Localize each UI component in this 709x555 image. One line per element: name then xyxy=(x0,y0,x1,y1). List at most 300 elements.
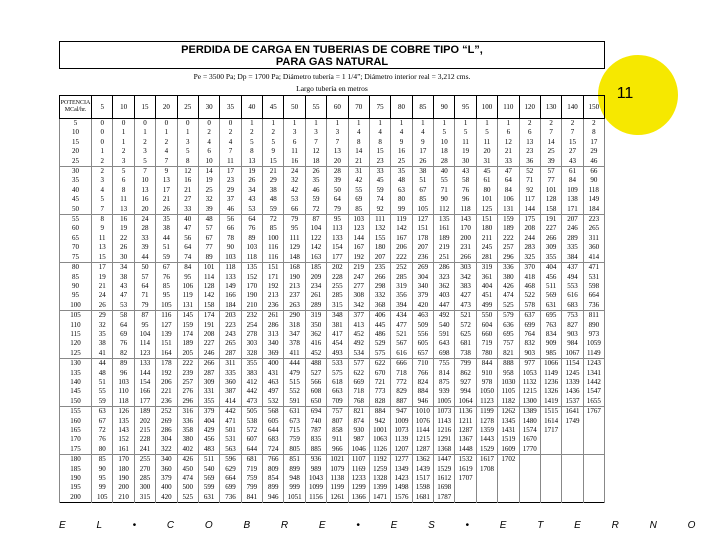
loss-cell: 456 xyxy=(198,435,219,444)
loss-cell: 1199 xyxy=(327,483,348,492)
loss-cell: 1 xyxy=(476,119,497,129)
loss-cell: 43 xyxy=(241,195,262,204)
loss-cell: 1215 xyxy=(412,435,433,444)
power-cell: 50 xyxy=(60,205,92,215)
loss-cell: 39 xyxy=(134,243,155,252)
loss-cell xyxy=(562,426,583,435)
loss-cell: 2 xyxy=(263,128,284,137)
loss-cell: 42 xyxy=(348,176,369,185)
loss-cell: 35 xyxy=(156,215,177,225)
table-row xyxy=(60,273,605,282)
loss-cell: 383 xyxy=(241,369,262,378)
table-row xyxy=(60,321,605,330)
loss-cell: 434 xyxy=(391,311,412,321)
loss-cell: 265 xyxy=(583,224,604,233)
loss-cell xyxy=(519,465,540,474)
loss-cell: 84 xyxy=(177,263,198,273)
loss-cell: 177 xyxy=(327,253,348,263)
loss-cell: 61 xyxy=(562,167,583,177)
loss-cell: 1368 xyxy=(434,445,455,455)
loss-cell: 420 xyxy=(156,493,177,503)
loss-cell: 90 xyxy=(92,465,113,474)
loss-cell: 114 xyxy=(198,273,219,282)
loss-cell: 1339 xyxy=(562,378,583,387)
loss-cell: 336 xyxy=(498,263,519,273)
loss-cell: 9 xyxy=(412,138,433,147)
loss-cell: 20 xyxy=(327,157,348,167)
loss-cell: 566 xyxy=(305,378,326,387)
loss-cell: 579 xyxy=(498,311,519,321)
loss-cell: 824 xyxy=(412,378,433,387)
loss-cell: 474 xyxy=(498,291,519,300)
loss-cell: 110 xyxy=(113,387,134,396)
length-col-header: 130 xyxy=(540,96,561,119)
table-row xyxy=(60,253,605,263)
loss-cell: 28 xyxy=(434,157,455,167)
loss-cell: 1326 xyxy=(540,387,561,396)
loss-cell: 13 xyxy=(241,157,262,167)
loss-cell: 1448 xyxy=(455,445,476,455)
loss-cell: 7 xyxy=(220,147,241,156)
loss-cell: 325 xyxy=(519,253,540,263)
loss-cell: 4 xyxy=(391,128,412,137)
loss-cell: 531 xyxy=(583,273,604,282)
loss-cell: 104 xyxy=(134,330,155,339)
loss-cell: 884 xyxy=(412,387,433,396)
loss-cell: 1053 xyxy=(519,369,540,378)
loss-cell: 200 xyxy=(455,234,476,243)
loss-cell: 1619 xyxy=(455,465,476,474)
loss-cell: 1681 xyxy=(412,493,433,503)
loss-cell: 360 xyxy=(583,243,604,252)
loss-cell: 3 xyxy=(177,138,198,147)
loss-cell: 7 xyxy=(305,138,326,147)
length-col-header: 15 xyxy=(134,96,155,119)
loss-cell: 5 xyxy=(476,128,497,137)
loss-cell: 1443 xyxy=(476,435,497,444)
loss-cell: 59 xyxy=(305,195,326,204)
loss-cell: 74 xyxy=(177,253,198,263)
loss-cell: 1698 xyxy=(434,483,455,492)
loss-cell: 180 xyxy=(476,224,497,233)
loss-cell: 105 xyxy=(92,493,113,503)
power-cell: 20 xyxy=(60,147,92,156)
loss-cell: 89 xyxy=(113,359,134,369)
loss-cell: 766 xyxy=(412,369,433,378)
loss-cell: 835 xyxy=(305,435,326,444)
loss-cell: 76 xyxy=(156,273,177,282)
loss-cell: 261 xyxy=(263,311,284,321)
loss-cell: 360 xyxy=(156,465,177,474)
loss-cell: 1287 xyxy=(455,426,476,435)
loss-cell: 19 xyxy=(92,273,113,282)
loss-cell: 135 xyxy=(113,417,134,426)
loss-cell: 1021 xyxy=(327,455,348,465)
loss-cell: 1046 xyxy=(348,445,369,455)
loss-cell: 9 xyxy=(156,167,177,177)
loss-cell: 164 xyxy=(156,349,177,359)
loss-cell: 575 xyxy=(369,349,390,359)
loss-cell: 1216 xyxy=(434,426,455,435)
loss-cell: 10 xyxy=(434,138,455,147)
loss-cell: 257 xyxy=(498,243,519,252)
loss-cell: 145 xyxy=(177,311,198,321)
loss-cell: 553 xyxy=(562,282,583,291)
loss-cell: 1199 xyxy=(476,407,497,417)
loss-cell: 231 xyxy=(455,243,476,252)
loss-cell: 631 xyxy=(284,407,305,417)
loss-cell: 1 xyxy=(156,128,177,137)
loss-cell: 444 xyxy=(284,359,305,369)
loss-cell: 1366 xyxy=(348,493,369,503)
length-col-header: 60 xyxy=(327,96,348,119)
loss-cell: 1770 xyxy=(519,445,540,455)
loss-cell: 1655 xyxy=(583,397,604,407)
loss-cell: 190 xyxy=(241,291,262,300)
loss-cell: 534 xyxy=(348,349,369,359)
loss-cell xyxy=(540,465,561,474)
loss-cell: 814 xyxy=(434,369,455,378)
loss-cell: 200 xyxy=(113,483,134,492)
power-cell: 45 xyxy=(60,195,92,204)
loss-cell: 266 xyxy=(455,253,476,263)
loss-cell: 572 xyxy=(241,426,262,435)
loss-cell xyxy=(562,465,583,474)
loss-cell: 53 xyxy=(284,195,305,204)
loss-cell xyxy=(476,493,497,503)
loss-cell: 989 xyxy=(305,465,326,474)
loss-cell: 12 xyxy=(305,147,326,156)
loss-cell: 38 xyxy=(412,167,433,177)
loss-cell: 1 xyxy=(92,147,113,156)
loss-cell: 14 xyxy=(348,147,369,156)
loss-cell: 14 xyxy=(198,167,219,177)
loss-cell: 25 xyxy=(540,147,561,156)
loss-cell: 45 xyxy=(476,167,497,177)
loss-cell: 529 xyxy=(369,339,390,348)
loss-cell: 285 xyxy=(327,291,348,300)
loss-cell: 563 xyxy=(220,445,241,455)
loss-cell: 694 xyxy=(305,407,326,417)
loss-cell: 522 xyxy=(519,291,540,300)
loss-cell: 427 xyxy=(455,291,476,300)
loss-cell: 1236 xyxy=(540,378,561,387)
chapter-tab xyxy=(598,55,678,135)
loss-cell: 540 xyxy=(198,465,219,474)
loss-cell xyxy=(562,455,583,465)
loss-cell: 47 xyxy=(498,167,519,177)
loss-cell: 2 xyxy=(519,119,540,129)
loss-cell: 106 xyxy=(177,282,198,291)
loss-cell: 106 xyxy=(498,195,519,204)
loss-cell: 67 xyxy=(198,234,219,243)
loss-cell xyxy=(540,483,561,492)
loss-cell: 2 xyxy=(220,128,241,137)
length-header: Largo tubería en metros xyxy=(296,84,368,93)
loss-cell: 24 xyxy=(284,167,305,177)
loss-cell: 5 xyxy=(177,147,198,156)
length-col-header: 95 xyxy=(455,96,476,119)
table-row xyxy=(60,167,605,177)
loss-cell: 1436 xyxy=(562,387,583,396)
power-cell: 125 xyxy=(60,349,92,359)
loss-cell: 1064 xyxy=(455,397,476,407)
loss-cell: 10 xyxy=(134,176,155,185)
table-row xyxy=(60,224,605,233)
loss-cell: 125 xyxy=(476,205,497,215)
loss-cell: 5 xyxy=(434,128,455,137)
loss-cell: 46 xyxy=(305,186,326,195)
loss-cell: 552 xyxy=(284,387,305,396)
loss-cell: 332 xyxy=(369,291,390,300)
loss-cell: 1641 xyxy=(562,407,583,417)
loss-cell: 26 xyxy=(412,157,433,167)
loss-cell: 1215 xyxy=(519,387,540,396)
loss-cell: 43 xyxy=(113,282,134,291)
loss-cell: 1105 xyxy=(498,387,519,396)
loss-cell: 841 xyxy=(241,493,262,503)
loss-cell: 4 xyxy=(92,186,113,195)
loss-cell: 380 xyxy=(498,273,519,282)
loss-cell: 67 xyxy=(156,263,177,273)
loss-cell: 1059 xyxy=(583,339,604,348)
loss-cell: 72 xyxy=(305,205,326,215)
loss-cell: 862 xyxy=(455,369,476,378)
loss-cell: 1 xyxy=(134,128,155,137)
table-subtitle: Pe = 3500 Pa; Dp = 1700 Pa; Diámetro tubería = 1 1/4”; Diámetro interior real = 3,212 cms. xyxy=(193,72,471,81)
loss-cell: 6 xyxy=(498,128,519,137)
loss-cell: 171 xyxy=(263,273,284,282)
loss-cell: 8 xyxy=(583,128,604,137)
loss-cell: 1547 xyxy=(583,387,604,396)
loss-cell: 471 xyxy=(220,417,241,426)
loss-cell: 2 xyxy=(241,128,262,137)
loss-cell: 174 xyxy=(177,330,198,339)
loss-cell: 452 xyxy=(305,349,326,359)
loss-cell: 111 xyxy=(284,234,305,243)
loss-cell: 71 xyxy=(519,176,540,185)
loss-cell: 161 xyxy=(113,445,134,455)
loss-cell: 112 xyxy=(434,205,455,215)
loss-cell: 1447 xyxy=(434,455,455,465)
loss-cell: 286 xyxy=(434,263,455,273)
loss-cell: 40 xyxy=(434,167,455,177)
loss-cell: 53 xyxy=(241,205,262,215)
loss-cell: 133 xyxy=(134,359,155,369)
table-row xyxy=(60,359,605,369)
loss-cell: 664 xyxy=(583,291,604,300)
length-col-header: 70 xyxy=(348,96,369,119)
loss-cell: 15 xyxy=(562,138,583,147)
loss-cell: 245 xyxy=(476,243,497,252)
loss-cell: 930 xyxy=(348,426,369,435)
loss-cell: 175 xyxy=(519,215,540,225)
loss-cell: 5 xyxy=(113,167,134,177)
loss-cell: 350 xyxy=(305,321,326,330)
loss-cell: 222 xyxy=(177,359,198,369)
loss-cell: 135 xyxy=(434,215,455,225)
loss-cell: 492 xyxy=(434,311,455,321)
loss-cell: 236 xyxy=(412,253,433,263)
loss-cell: 95 xyxy=(134,321,155,330)
loss-cell: 189 xyxy=(434,234,455,243)
loss-cell: 19 xyxy=(455,147,476,156)
loss-cell: 494 xyxy=(562,273,583,282)
loss-cell: 8 xyxy=(177,157,198,167)
loss-cell: 695 xyxy=(498,330,519,339)
loss-cell: 488 xyxy=(305,359,326,369)
loss-cell: 21 xyxy=(92,282,113,291)
loss-cell: 1 xyxy=(284,119,305,129)
loss-cell: 251 xyxy=(434,253,455,263)
loss-cell: 683 xyxy=(263,435,284,444)
loss-cell: 37 xyxy=(220,195,241,204)
loss-cell: 719 xyxy=(241,465,262,474)
loss-cell: 416 xyxy=(305,339,326,348)
loss-cell: 1136 xyxy=(455,407,476,417)
loss-cell: 23 xyxy=(519,147,540,156)
loss-cell: 304 xyxy=(156,435,177,444)
loss-cell: 59 xyxy=(92,397,113,407)
loss-cell: 27 xyxy=(562,147,583,156)
loss-cell: 383 xyxy=(455,282,476,291)
loss-cell: 89 xyxy=(198,253,219,263)
loss-cell: 629 xyxy=(220,465,241,474)
loss-cell: 369 xyxy=(263,349,284,359)
loss-cell: 26 xyxy=(92,301,113,311)
loss-cell: 0 xyxy=(198,119,219,129)
loss-cell: 757 xyxy=(498,339,519,348)
loss-cell: 252 xyxy=(391,263,412,273)
length-col-header: 140 xyxy=(562,96,583,119)
loss-cell: 189 xyxy=(134,407,155,417)
loss-cell: 92 xyxy=(519,186,540,195)
loss-cell: 1362 xyxy=(412,455,433,465)
loss-cell: 123 xyxy=(348,224,369,233)
loss-cell: 20 xyxy=(134,205,155,215)
loss-cell: 1299 xyxy=(348,483,369,492)
loss-cell: 95 xyxy=(327,215,348,225)
loss-cell: 17 xyxy=(220,167,241,177)
loss-cell: 342 xyxy=(348,301,369,311)
loss-cell: 939 xyxy=(434,387,455,396)
loss-cell: 1 xyxy=(369,119,390,129)
loss-cell: 58 xyxy=(113,311,134,321)
loss-cell: 283 xyxy=(519,243,540,252)
loss-cell: 3 xyxy=(113,157,134,167)
loss-cell: 11 xyxy=(220,157,241,167)
loss-cell: 76 xyxy=(455,186,476,195)
loss-cell xyxy=(519,474,540,483)
loss-cell: 43 xyxy=(562,157,583,167)
loss-cell: 2 xyxy=(198,128,219,137)
loss-cell: 24 xyxy=(92,291,113,300)
loss-cell: 454 xyxy=(327,339,348,348)
loss-cell: 236 xyxy=(156,397,177,407)
loss-cell: 1 xyxy=(113,128,134,137)
loss-cell: 1 xyxy=(348,119,369,129)
power-cell: 165 xyxy=(60,426,92,435)
power-cell: 200 xyxy=(60,493,92,503)
table-row xyxy=(60,445,605,455)
loss-cell: 780 xyxy=(476,349,497,359)
loss-cell xyxy=(519,455,540,465)
loss-cell: 210 xyxy=(241,301,262,311)
loss-cell: 556 xyxy=(412,330,433,339)
loss-cell: 1767 xyxy=(583,407,604,417)
loss-cell: 1291 xyxy=(434,435,455,444)
loss-cell: 973 xyxy=(583,330,604,339)
loss-cell xyxy=(583,445,604,455)
loss-cell: 1359 xyxy=(476,426,497,435)
loss-cell: 151 xyxy=(412,224,433,233)
loss-cell: 85 xyxy=(263,224,284,233)
loss-cell: 222 xyxy=(391,253,412,263)
loss-cell: 899 xyxy=(263,483,284,492)
loss-cell: 1574 xyxy=(519,426,540,435)
loss-cell: 340 xyxy=(263,339,284,348)
loss-cell: 33 xyxy=(177,205,198,215)
loss-cell: 34 xyxy=(113,263,134,273)
loss-cell: 699 xyxy=(220,483,241,492)
loss-cell: 1192 xyxy=(369,455,390,465)
power-cell: 145 xyxy=(60,387,92,396)
loss-cell: 984 xyxy=(562,339,583,348)
loss-cell: 631 xyxy=(198,493,219,503)
loss-cell: 309 xyxy=(540,243,561,252)
loss-cell: 222 xyxy=(498,234,519,243)
length-col-header: 45 xyxy=(263,96,284,119)
loss-cell: 26 xyxy=(305,167,326,177)
loss-cell: 103 xyxy=(348,215,369,225)
loss-cell: 25 xyxy=(391,157,412,167)
loss-cell: 192 xyxy=(263,282,284,291)
loss-cell: 289 xyxy=(305,301,326,311)
loss-cell: 2 xyxy=(156,138,177,147)
loss-cell: 7 xyxy=(134,167,155,177)
loss-cell: 759 xyxy=(241,474,262,483)
loss-cell: 413 xyxy=(348,321,369,330)
loss-cell: 15 xyxy=(263,157,284,167)
loss-cell: 85 xyxy=(156,282,177,291)
loss-cell: 660 xyxy=(476,330,497,339)
loss-cell: 167 xyxy=(348,243,369,252)
loss-cell: 116 xyxy=(263,253,284,263)
loss-cell: 948 xyxy=(284,474,305,483)
loss-cell: 890 xyxy=(583,321,604,330)
loss-cell: 180 xyxy=(113,465,134,474)
loss-cell: 152 xyxy=(241,273,262,282)
loss-cell: 1138 xyxy=(327,474,348,483)
loss-cell: 21 xyxy=(156,195,177,204)
loss-cell: 0 xyxy=(92,119,113,129)
loss-cell: 875 xyxy=(434,378,455,387)
loss-cell: 92 xyxy=(369,205,390,215)
loss-cell: 48 xyxy=(92,369,113,378)
loss-cell: 122 xyxy=(305,234,326,243)
loss-cell: 17 xyxy=(583,138,604,147)
loss-cell: 20 xyxy=(476,147,497,156)
loss-cell: 207 xyxy=(562,215,583,225)
loss-cell: 336 xyxy=(177,417,198,426)
loss-cell: 103 xyxy=(241,243,262,252)
loss-cell: 66 xyxy=(284,205,305,215)
loss-cell: 76 xyxy=(113,339,134,348)
loss-cell: 442 xyxy=(241,387,262,396)
loss-cell: 768 xyxy=(348,397,369,407)
loss-cell: 319 xyxy=(305,311,326,321)
loss-cell: 132 xyxy=(369,224,390,233)
